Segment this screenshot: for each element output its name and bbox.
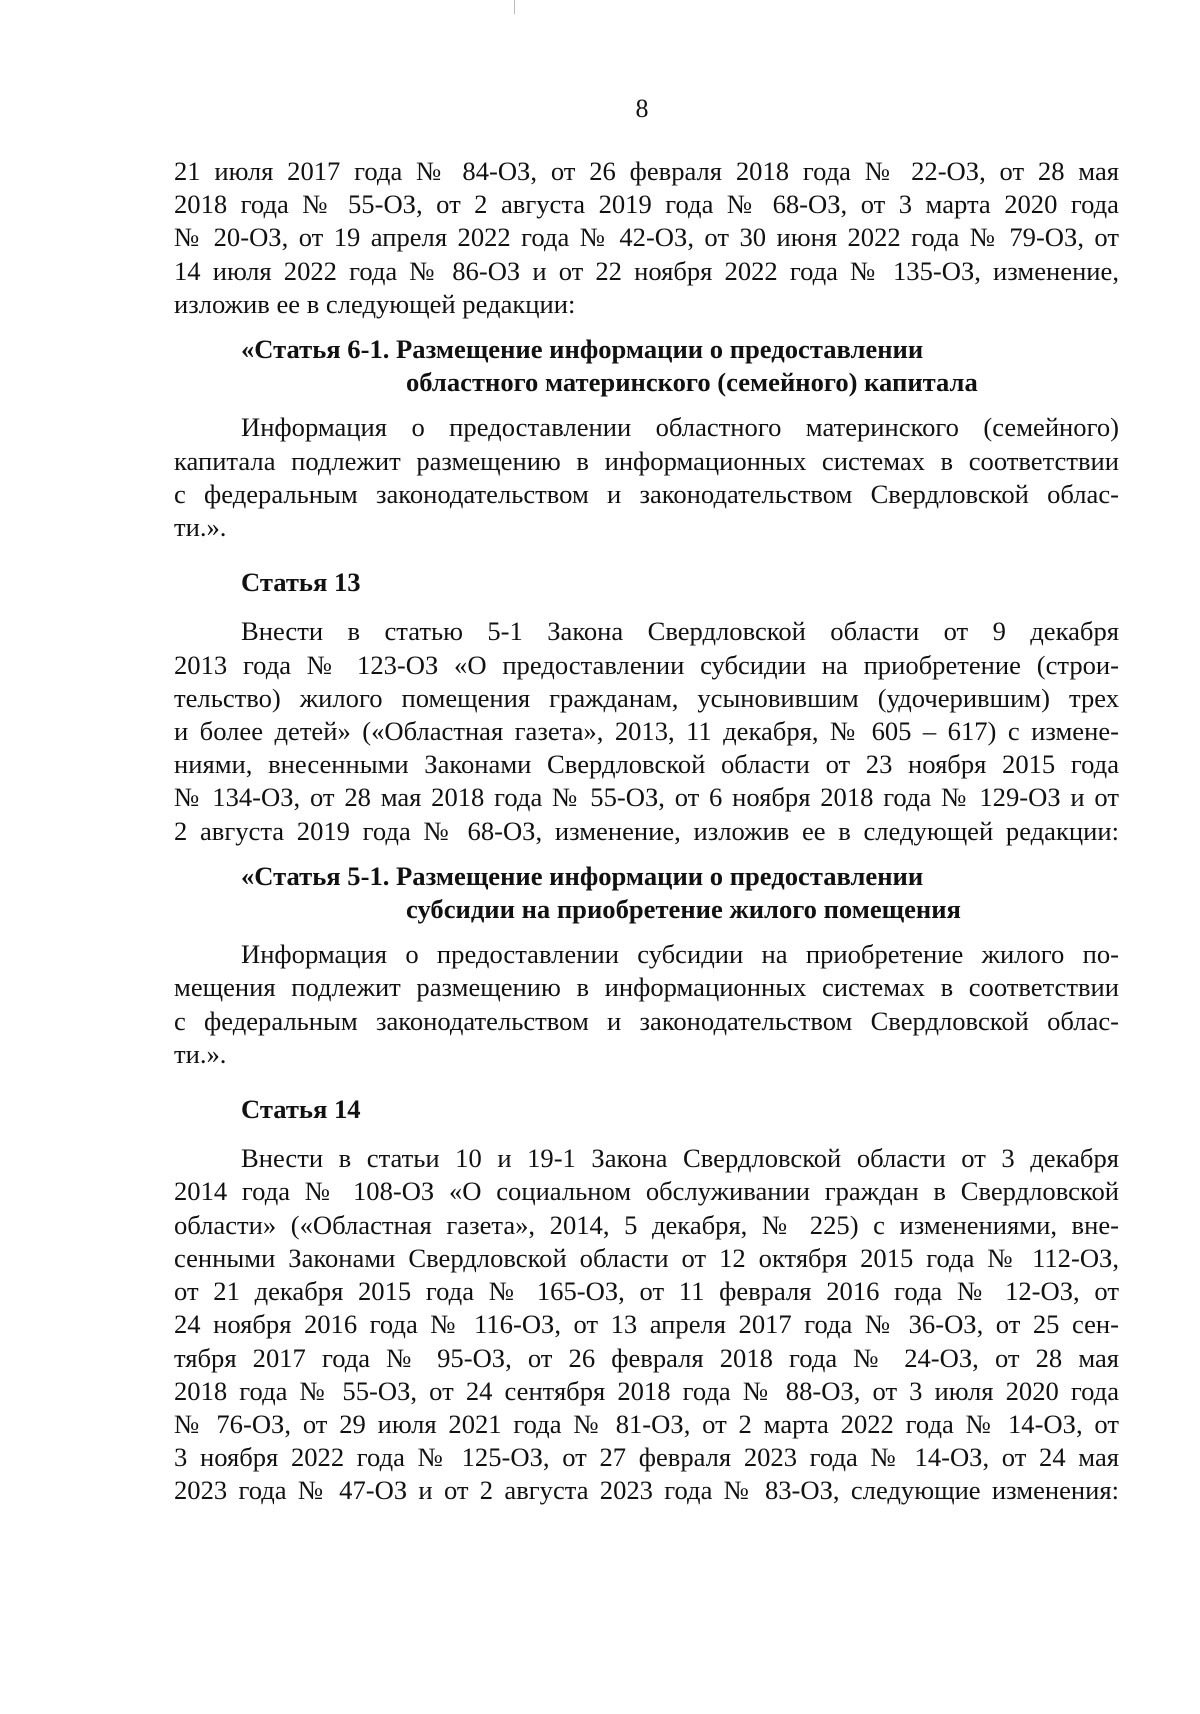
- quoted-article-6-1-heading: [174, 333, 1119, 399]
- article-13-title: Статья 13: [241, 567, 361, 598]
- quoted-article-5-1-heading: [174, 860, 1119, 926]
- text-line: 14 июля 2022 года № 86-ОЗ и от 22 ноября 2022 года № 135-ОЗ, изменение,: [174, 255, 1119, 286]
- text-line: сенными Законами Свердловской области от 12 октября 2015 года № 112-ОЗ,: [174, 1242, 1119, 1273]
- text-line: с федеральным законодательством и законодательством Свердловской облас-: [174, 478, 1119, 509]
- heading-line: субсидии на приобретение жилого помещения: [406, 894, 961, 925]
- text-line: тября 2017 года № 95-ОЗ, от 26 февраля 2018 года № 24-ОЗ, от 28 мая: [174, 1342, 1119, 1373]
- text-line: Внести в статьи 10 и 19-1 Закона Свердловской области от 3 декабря: [241, 1143, 1119, 1174]
- heading-line: «Статья 6-1. Размещение информации о предоставлении: [241, 334, 924, 365]
- text-line: 3 ноября 2022 года № 125-ОЗ, от 27 февраля 2023 года № 14-ОЗ, от 24 мая: [174, 1442, 1119, 1473]
- text-line: ти.».: [174, 512, 227, 543]
- text-line: тельство) жилого помещения гражданам, усыновившим (удочерившим) трех: [174, 682, 1119, 713]
- text-line: Внести в статью 5-1 Закона Свердловской области от 9 декабря: [241, 616, 1119, 647]
- heading-line: «Статья 5-1. Размещение информации о предоставлении: [241, 860, 924, 891]
- text-line: 2 августа 2019 года № 68-ОЗ, изменение, изложив ее в следующей редакции:: [174, 815, 1119, 846]
- text-line: с федеральным законодательством и законодательством Свердловской облас-: [174, 1005, 1119, 1036]
- text-line: 2014 года № 108-ОЗ «О социальном обслуживании граждан в Свердловской: [174, 1176, 1119, 1207]
- text-line: 2018 года № 55-ОЗ, от 24 сентября 2018 года № 88-ОЗ, от 3 июля 2020 года: [174, 1375, 1119, 1406]
- article-14-title: Статья 14: [241, 1094, 361, 1125]
- heading-line: областного материнского (семейного) капитала: [406, 367, 978, 398]
- text-line: 24 ноября 2016 года № 116-ОЗ, от 13 апреля 2017 года № 36-ОЗ, от 25 сен-: [174, 1309, 1119, 1340]
- text-line: № 20-ОЗ, от 19 апреля 2022 года № 42-ОЗ, от 30 июня 2022 года № 79-ОЗ, от: [174, 222, 1119, 253]
- text-line: от 21 декабря 2015 года № 165-ОЗ, от 11 февраля 2016 года № 12-ОЗ, от: [174, 1276, 1119, 1307]
- text-line: изложив ее в следующей редакции:: [174, 288, 576, 319]
- text-line: № 134-ОЗ, от 28 мая 2018 года № 55-ОЗ, от 6 ноября 2018 года № 129-ОЗ и от: [174, 782, 1119, 813]
- document-body: [174, 155, 1119, 1508]
- text-line: ниями, внесенными Законами Свердловской области от 23 ноября 2015 года: [174, 749, 1119, 780]
- text-line: и более детей» («Областная газета», 2013, 11 декабря, № 605 – 617) с измене-: [174, 716, 1119, 747]
- text-line: 21 июля 2017 года № 84-ОЗ, от 26 февраля 2018 года № 22-ОЗ, от 28 мая: [174, 156, 1119, 186]
- text-line: Информация о предоставлении областного материнского (семейного): [241, 412, 1119, 443]
- text-line: ти.».: [174, 1038, 227, 1069]
- text-line: 2013 года № 123-ОЗ «О предоставлении субсидии на приобретение (строи-: [174, 649, 1119, 680]
- text-line: области» («Областная газета», 2014, 5 декабря, № 225) с изменениями, вне-: [174, 1209, 1119, 1240]
- text-line: мещения подлежит размещению в информационных системах в соответствии: [174, 972, 1119, 1003]
- quoted-article-5-1-text: [174, 938, 1119, 1071]
- article-13-text: [174, 615, 1119, 847]
- page-number: 8: [635, 94, 649, 123]
- text-line: 2018 года № 55-ОЗ, от 2 августа 2019 года № 68-ОЗ, от 3 марта 2020 года: [174, 189, 1119, 220]
- text-line: капитала подлежит размещению в информационных системах в соответствии: [174, 445, 1119, 476]
- scan-artifact-line: [514, 0, 515, 14]
- text-line: № 76-ОЗ, от 29 июля 2021 года № 81-ОЗ, от 2 марта 2022 года № 14-ОЗ, от: [174, 1408, 1119, 1439]
- text-line: Информация о предоставлении субсидии на приобретение жилого по-: [241, 939, 1119, 970]
- intro-paragraph: [174, 155, 1119, 321]
- text-line: 2023 года № 47-ОЗ и от 2 августа 2023 года № 83-ОЗ, следующие изменения:: [174, 1475, 1119, 1506]
- article-14-text: [174, 1142, 1119, 1507]
- quoted-article-6-1-text: [174, 411, 1119, 544]
